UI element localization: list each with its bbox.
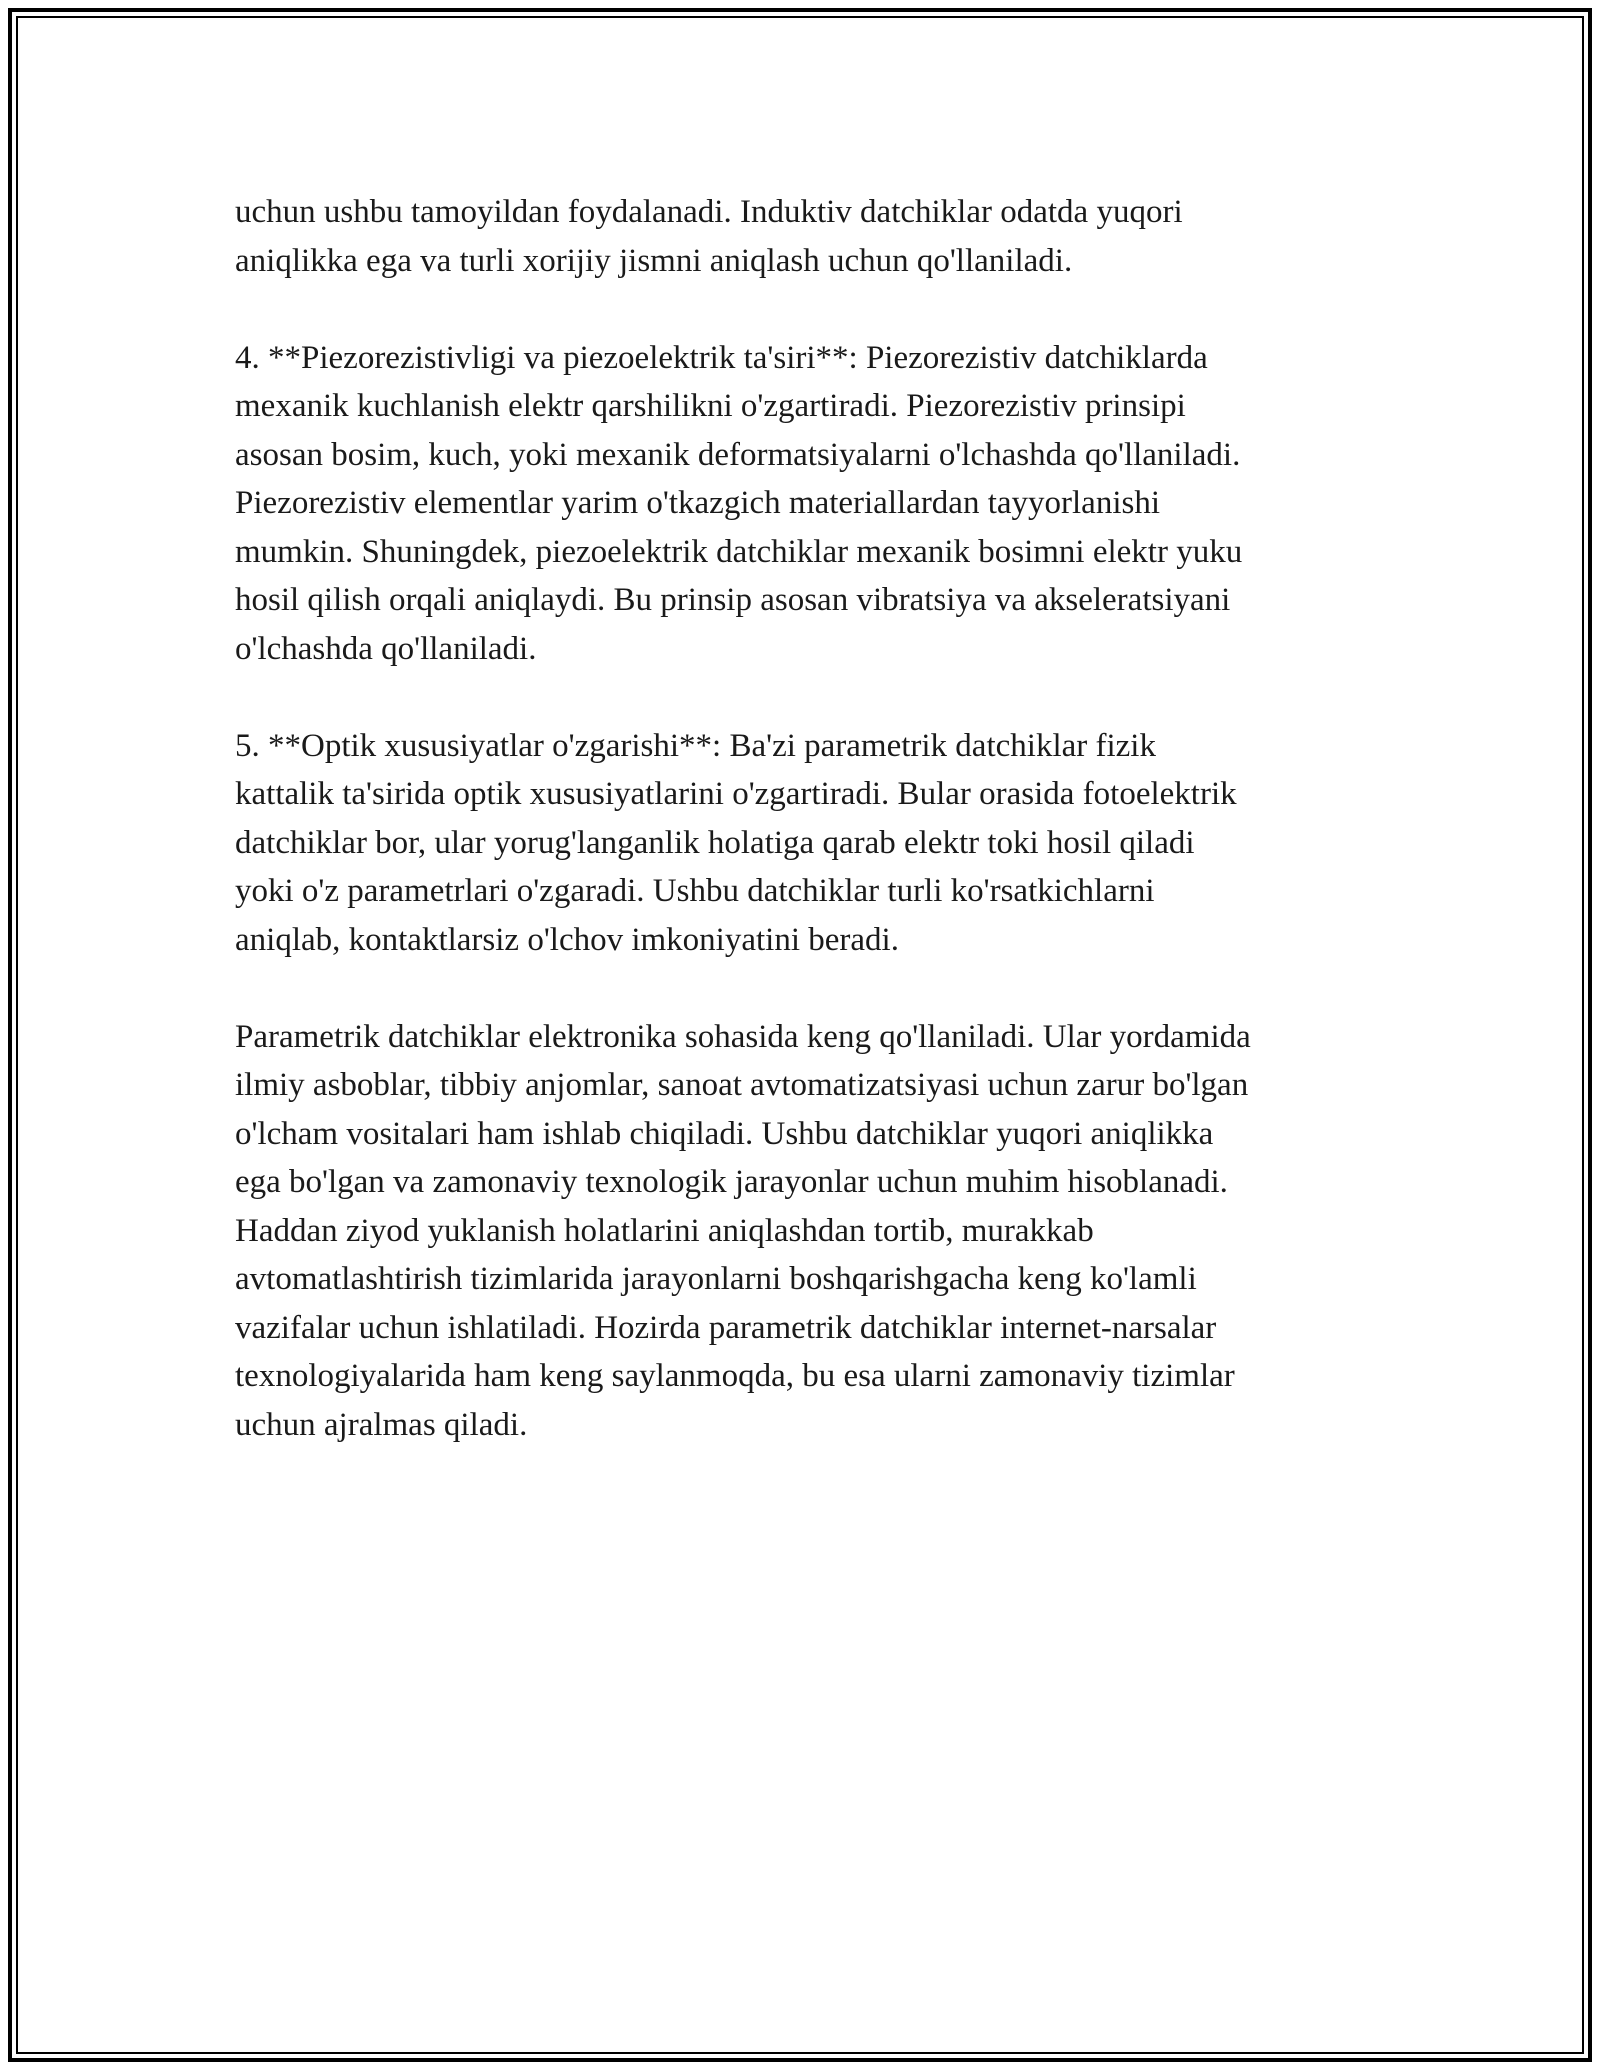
paragraph-piezoresistive	[235, 334, 1375, 674]
text-line: asosan bosim, kuch, yoki mexanik deformatsiyalarni o'lchashda qo'llaniladi.	[235, 436, 1241, 473]
text-line: mumkin. Shuningdek, piezoelektrik datchiklar mexanik bosimni elektr yuku	[235, 533, 1243, 570]
document-body	[235, 188, 1375, 1449]
text-line: mexanik kuchlanish elektr qarshilikni o'zgartiradi. Piezorezistiv prinsipi	[235, 388, 1186, 424]
text-line: 5. **Optik xususiyatlar o'zgarishi**: Ba'zi parametrik datchiklar fizik	[235, 727, 1156, 764]
text-line: yoki o'z parametrlari o'zgaradi. Ushbu datchiklar turli ko'rsatkichlarni	[235, 873, 1155, 909]
text-line: o'lchashda qo'llaniladi.	[235, 630, 537, 667]
text-line: vazifalar uchun ishlatiladi. Hozirda parametrik datchiklar internet-narsalar	[235, 1309, 1217, 1346]
text-line: uchun ushbu tamoyildan foydalanadi. Induktiv datchiklar odatda yuqori	[235, 194, 1183, 230]
text-line: aniqlab, kontaktlarsiz o'lchov imkoniyatini beradi.	[235, 921, 899, 958]
text-line: ega bo'lgan va zamonaviy texnologik jarayonlar uchun muhim hisoblanadi.	[235, 1164, 1228, 1200]
text-line: uchun ajralmas qiladi.	[235, 1406, 528, 1443]
text-line: Piezorezistiv elementlar yarim o'tkazgich materiallardan tayyorlanishi	[235, 485, 1160, 521]
text-line: o'lcham vositalari ham ishlab chiqiladi. Ushbu datchiklar yuqori aniqlikka	[235, 1115, 1214, 1152]
text-line: texnologiyalarida ham keng saylanmoqda, bu esa ularni zamonaviy tizimlar	[235, 1358, 1235, 1394]
paragraph-optical	[235, 722, 1375, 965]
text-line: Haddan ziyod yuklanish holatlarini aniqlashdan tortib, murakkab	[235, 1212, 1094, 1249]
text-line: datchiklar bor, ular yorug'langanlik holatiga qarab elektr toki hosil qiladi	[235, 824, 1195, 861]
text-line: aniqlikka ega va turli xorijiy jismni aniqlash uchun qo'llaniladi.	[235, 242, 1073, 279]
text-line: Parametrik datchiklar elektronika sohasida keng qo'llaniladi. Ular yordamida	[235, 1018, 1251, 1055]
paragraph-applications	[235, 1013, 1375, 1450]
paragraph-inductive-continuation	[235, 188, 1375, 285]
text-line: ilmiy asboblar, tibbiy anjomlar, sanoat avtomatizatsiyasi uchun zarur bo'lgan	[235, 1067, 1249, 1103]
text-line: 4. **Piezorezistivligi va piezoelektrik ta'siri**: Piezorezistiv datchiklarda	[235, 339, 1208, 376]
text-line: hosil qilish orqali aniqlaydi. Bu prinsip asosan vibratsiya va akseleratsiyani	[235, 582, 1231, 618]
text-line: kattalik ta'sirida optik xususiyatlarini o'zgartiradi. Bular orasida fotoelektrik	[235, 776, 1237, 812]
text-line: avtomatlashtirish tizimlarida jarayonlarni boshqarishgacha keng ko'lamli	[235, 1261, 1197, 1297]
